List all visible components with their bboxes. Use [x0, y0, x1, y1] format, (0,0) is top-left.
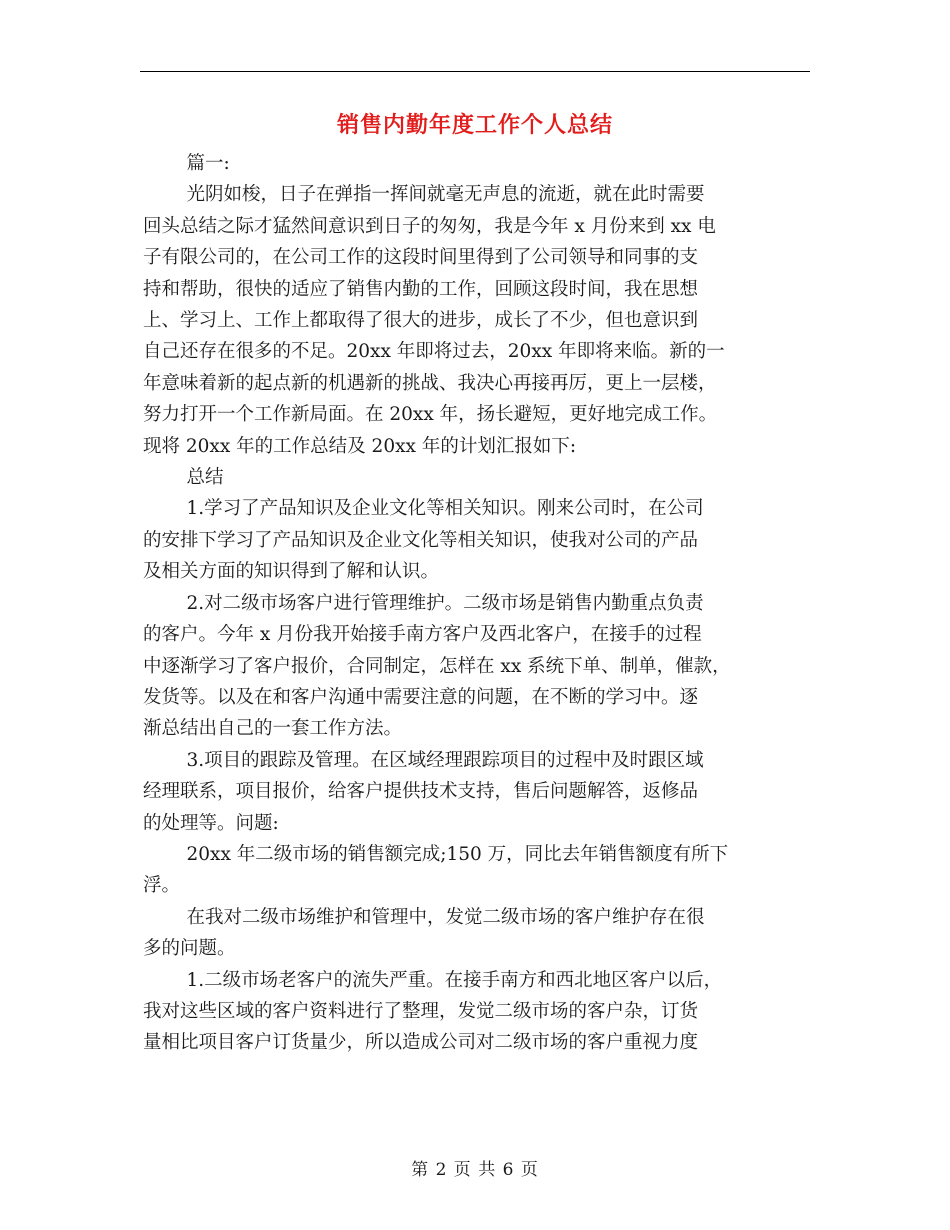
body-line: 年意味着新的起点新的机遇新的挑战、我决心再接再厉，更上一层楼，: [143, 372, 717, 394]
body-line: 回头总结之际才猛然间意识到日子的匆匆，我是今年 x 月份来到 xx 电: [143, 215, 716, 237]
body-line: 量相比项目客户订货量少，所以造成公司对二级市场的客户重视力度: [143, 1032, 699, 1054]
body-line: 持和帮助，很快的适应了销售内勤的工作，回顾这段时间，我在思想: [143, 278, 699, 300]
body-line: 总结: [186, 467, 224, 489]
body-line: 我对这些区域的客户资料进行了整理，发觉二级市场的客户杂，订货: [143, 1000, 699, 1022]
body-line: 渐总结出自己的一套工作方法。: [143, 718, 403, 740]
body-line: 1.二级市场老客户的流失严重。在接手南方和西北地区客户以后，: [186, 969, 723, 991]
body-line: 现将 20xx 年的工作总结及 20xx 年的计划汇报如下:: [143, 435, 577, 457]
body-line: 中逐渐学习了客户报价，合同制定，怎样在 xx 系统下单、制单，催款，: [143, 655, 731, 677]
body-line: 及相关方面的知识得到了解和认识。: [143, 561, 440, 583]
body-line: 2.对二级市场客户进行管理维护。二级市场是销售内勤重点负责: [186, 592, 704, 614]
body-line: 多的问题。: [143, 938, 236, 960]
body-line: 经理联系，项目报价，给客户提供技术支持，售后问题解答，返修品: [143, 781, 699, 803]
document-body: [143, 148, 813, 1059]
body-line: 光阴如梭，日子在弹指一挥间就毫无声息的流逝，就在此时需要: [186, 184, 705, 206]
body-line: 子有限公司的，在公司工作的这段时间里得到了公司领导和同事的支: [143, 247, 699, 269]
body-line: 自己还存在很多的不足。20xx 年即将过去，20xx 年即将来临。新的一: [143, 341, 725, 363]
body-line: 的客户。今年 x 月份我开始接手南方客户及西北客户，在接手的过程: [143, 624, 702, 646]
header-rule: [140, 71, 810, 72]
body-line: 浮。: [143, 875, 181, 897]
body-line: 1.学习了产品知识及企业文化等相关知识。刚来公司时，在公司: [186, 498, 704, 520]
body-line: 篇一:: [186, 153, 230, 174]
body-line: 3.项目的跟踪及管理。在区域经理跟踪项目的过程中及时跟区域: [186, 749, 704, 771]
body-line: 努力打开一个工作新局面。在 20xx 年，扬长避短，更好地完成工作。: [143, 404, 718, 426]
body-line: 的安排下学习了产品知识及企业文化等相关知识，使我对公司的产品: [143, 529, 699, 551]
page-number-footer: 第 2 页 共 6 页: [411, 1160, 539, 1180]
body-line: 的处理等。问题:: [143, 812, 279, 834]
body-line: 上、学习上、工作上都取得了很大的进步，成长了不少，但也意识到: [143, 310, 699, 332]
body-line: 20xx 年二级市场的销售额完成;150 万，同比去年销售额度有所下: [186, 843, 729, 865]
document-title: 销售内勤年度工作个人总结: [336, 113, 613, 138]
body-line: 在我对二级市场维护和管理中，发觉二级市场的客户维护存在很: [186, 906, 705, 928]
body-line: 发货等。以及在和客户沟通中需要注意的问题，在不断的学习中。逐: [143, 686, 699, 708]
